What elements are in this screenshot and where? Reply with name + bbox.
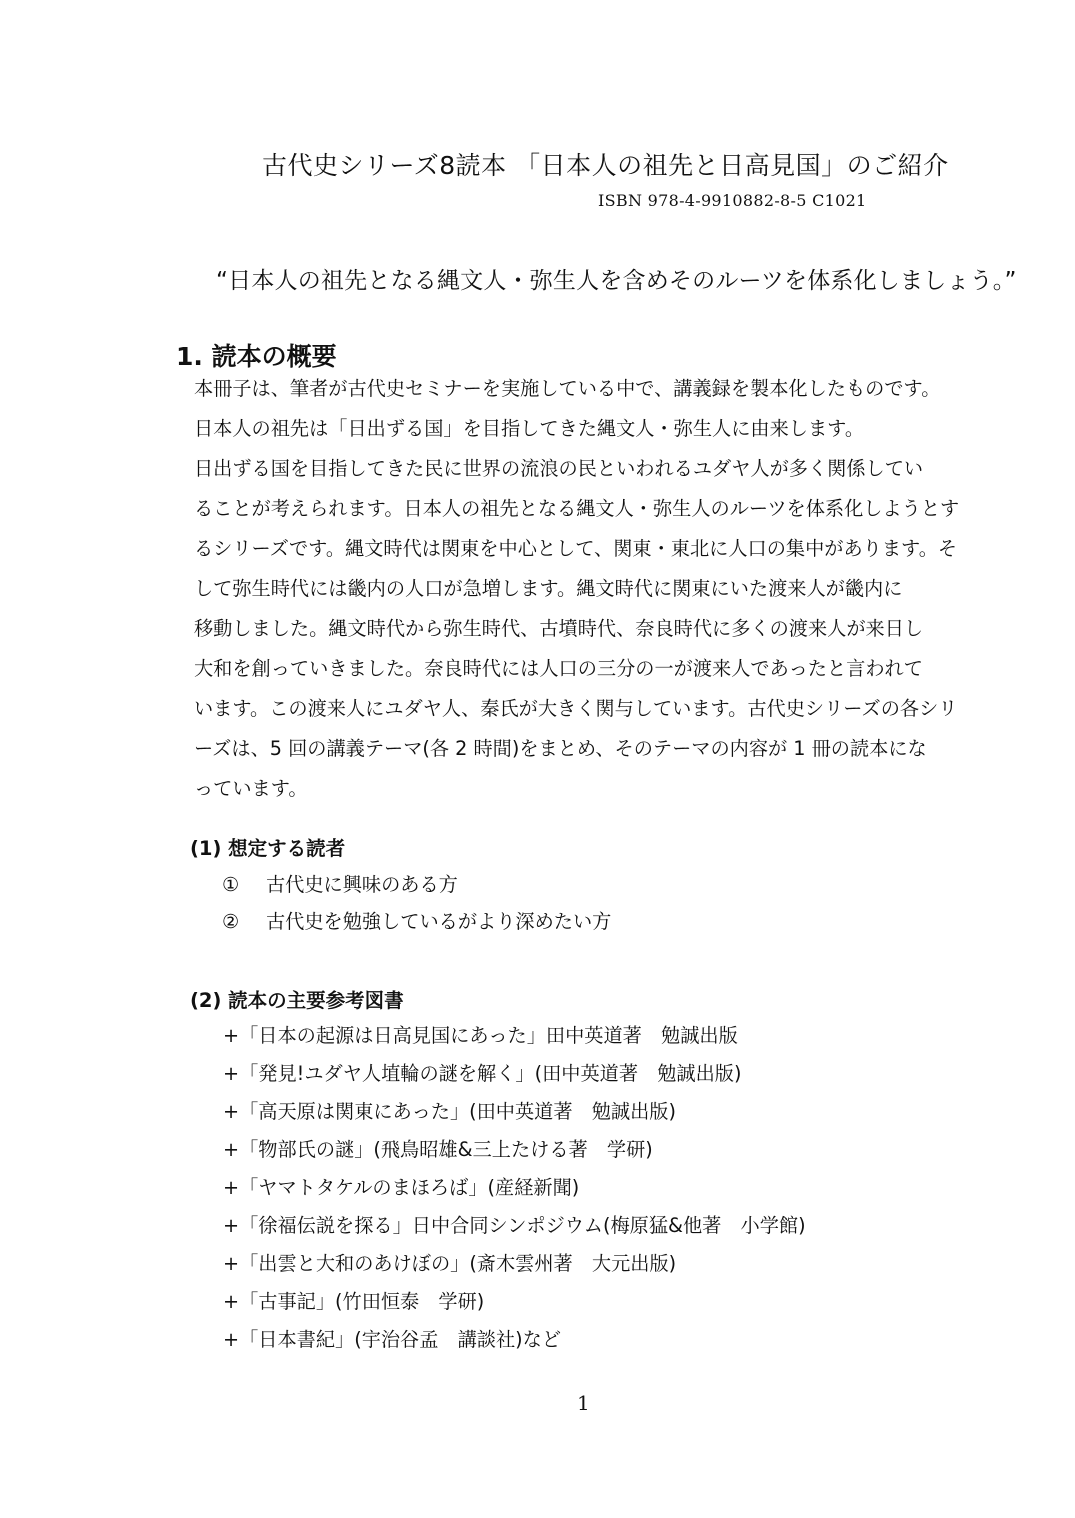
overview-paragraph xyxy=(194,369,994,809)
reference-item: +「出雲と大和のあけぼの」(斎木雲州著 大元出版) xyxy=(223,1252,677,1275)
subheading-references: (2) 読本の主要参考図書 xyxy=(190,989,404,1012)
paragraph-line: 移動しました。縄文時代から弥生時代、古墳時代、奈良時代に多くの渡来人が来日し xyxy=(194,617,924,640)
paragraph-line: ることが考えられます。日本人の祖先となる縄文人・弥生人のルーツを体系化しようとす xyxy=(194,497,960,520)
page-number: 1 xyxy=(577,1391,590,1415)
paragraph-line: 日本人の祖先は「日出ずる国」を目指してきた縄文人・弥生人に由来します。 xyxy=(194,417,865,440)
reader-item xyxy=(222,903,611,941)
list-marker: ② xyxy=(222,910,240,933)
slogan: “日本人の祖先となる縄文人・弥生人を含めそのルーツを体系化しましょう。” xyxy=(216,268,1017,294)
paragraph-line: 大和を創っていきました。奈良時代には人口の三分の一が渡来人であったと言われて xyxy=(194,657,923,680)
reference-item: +「日本の起源は日高見国にあった」田中英道著 勉誠出版 xyxy=(223,1024,738,1047)
reference-item: +「徐福伝説を探る」日中合同シンポジウム(梅原猛&他著 小学館) xyxy=(223,1214,806,1237)
reference-item: +「日本書紀」(宇治谷孟 講談社)など xyxy=(223,1328,562,1351)
document-title: 古代史シリーズ8読本 「日本人の祖先と日高見国」のご紹介 xyxy=(262,151,949,180)
subheading-readers: (1) 想定する読者 xyxy=(190,837,346,860)
list-marker: ① xyxy=(222,873,240,896)
isbn-code: ISBN 978-4-9910882-8-5 C1021 xyxy=(598,191,867,210)
paragraph-line: るシリーズです。縄文時代は関東を中心として、関東・東北に人口の集中があります。そ xyxy=(194,537,958,560)
reference-item: +「古事記」(竹田恒泰 学研) xyxy=(223,1290,485,1313)
paragraph-line: ーズは、5 回の講義テーマ(各 2 時間)をまとめ、そのテーマの内容が 1 冊の読本にな xyxy=(194,737,927,760)
reader-item xyxy=(222,866,458,904)
paragraph-line: います。この渡来人にユダヤ人、秦氏が大きく関与しています。古代史シリーズの各シリ xyxy=(194,697,958,720)
reference-list xyxy=(223,1017,806,1359)
reference-item: +「高天原は関東にあった」(田中英道著 勉誠出版) xyxy=(223,1100,676,1123)
paragraph-line: 本冊子は、筆者が古代史セミナーを実施している中で、講義録を製本化したものです。 xyxy=(194,377,941,400)
reader-text: 古代史に興味のある方 xyxy=(266,873,458,896)
section-heading-overview: 1. 読本の概要 xyxy=(176,342,337,371)
paragraph-line: 日出ずる国を目指してきた民に世界の流浪の民といわれるユダヤ人が多く関係してい xyxy=(194,457,924,480)
paragraph-line: して弥生時代には畿内の人口が急増します。縄文時代に関東にいた渡来人が畿内に xyxy=(194,577,903,600)
reader-text: 古代史を勉強しているがより深めたい方 xyxy=(266,910,612,933)
reference-item: +「発見!ユダヤ人埴輪の謎を解く」(田中英道著 勉誠出版) xyxy=(223,1062,742,1085)
paragraph-line: っています。 xyxy=(194,777,308,800)
reference-item: +「物部氏の謎」(飛鳥昭雄&三上たける著 学研) xyxy=(223,1138,653,1161)
reference-item: +「ヤマトタケルのまほろば」(産経新聞) xyxy=(223,1176,580,1199)
